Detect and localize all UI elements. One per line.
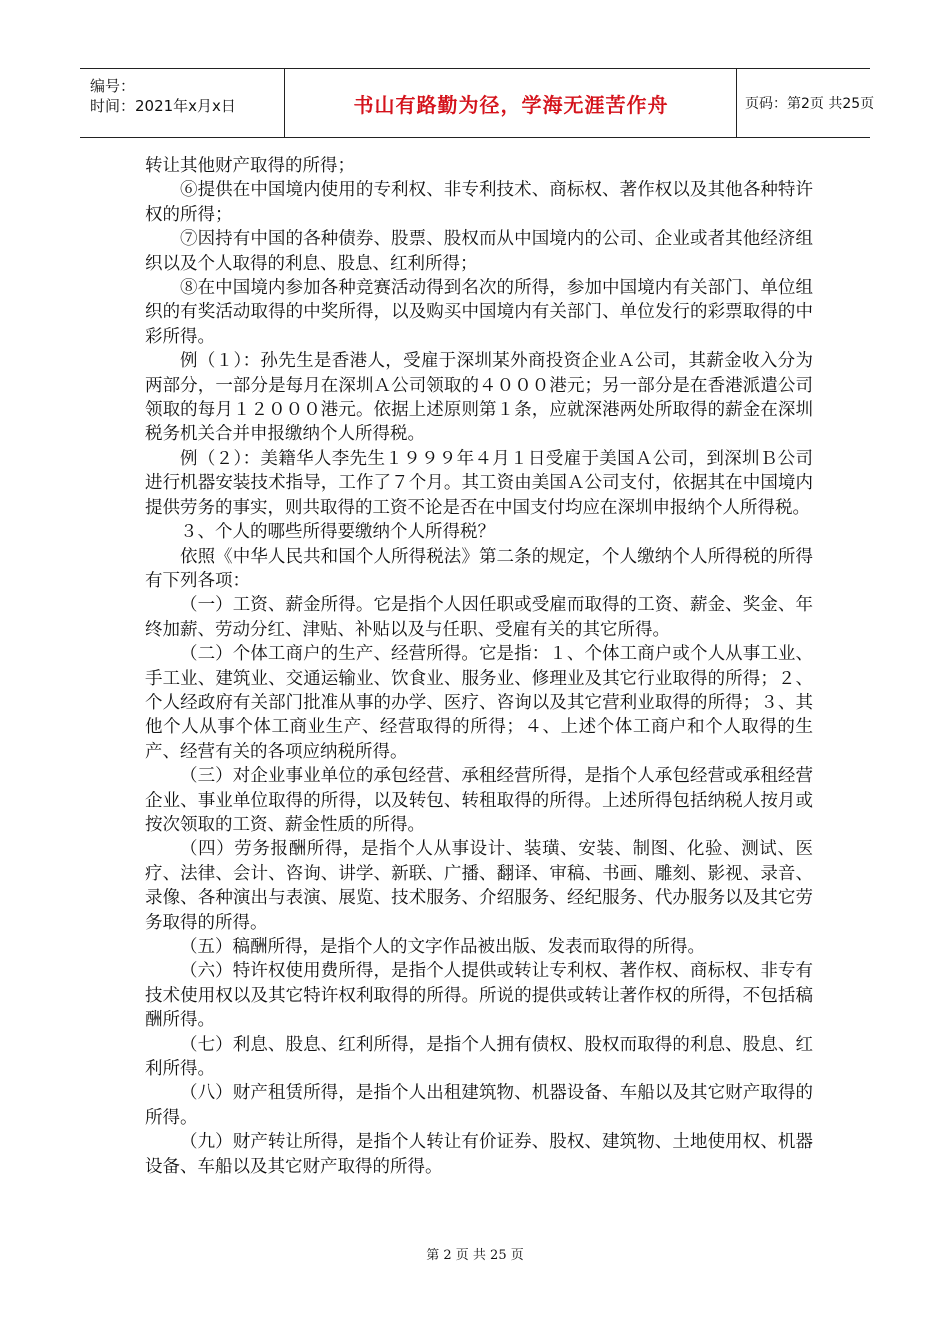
header-page-number: 页码：第2页 共25页 xyxy=(745,96,875,112)
header-motto: 书山有路勤为径，学海无涯苦作舟 xyxy=(353,92,669,117)
paragraph: （三）对企业事业单位的承包经营、承租经营所得，是指个人承包经营或承租经营企业、事业单位取得的所得，以及转包、转租取得的所得。上述所得包括纳税人按月或按次领取的工资、薪金性质的所得。 xyxy=(145,766,813,835)
page-footer: 第 2 页 共 25 页 xyxy=(426,1248,524,1263)
paragraph: ⑥提供在中国境内使用的专利权、非专利技术、商标权、著作权以及其他各种特许权的所得； xyxy=(145,180,813,225)
paragraph: （八）财产租赁所得，是指个人出租建筑物、机器设备、车船以及其它财产取得的所得。 xyxy=(145,1083,813,1128)
header-divider-left xyxy=(284,69,285,137)
paragraph: （二）个体工商户的生产、经营所得。它是指：１、个体工商户或个人从事工业、手工业、建筑业、交通运输业、饮食业、服务业、修理业及其它行业取得的所得；２、个人经政府有关部门批准从事的办学、医疗、咨询以及其它营利业取得的所得；３、其他个人从事个体工商业生产、经营取得的所得；４、上述个体工商户和个人取得的生产、经营有关的各项应纳税所得。 xyxy=(145,644,813,762)
paragraph: 例（１）：孙先生是香港人，受雇于深圳某外商投资企业Ａ公司，其薪金收入分为两部分，一部分是每月在深圳Ａ公司领取的４０００港元；另一部分是在香港派遣公司领取的每月１２０００港元。依据上述原则第１条，应就深港两处所取得的薪金在深圳税务机关合并申报缴纳个人所得税。 xyxy=(145,351,813,445)
paragraph: 转让其他财产取得的所得； xyxy=(145,156,355,176)
paragraph: ⑧在中国境内参加各种竞赛活动得到名次的所得，参加中国境内有关部门、单位组织的有奖活动取得的中奖所得，以及购买中国境内有关部门、单位发行的彩票取得的中彩所得。 xyxy=(145,278,813,347)
paragraph: ⑦因持有中国的各种债券、股票、股权而从中国境内的公司、企业或者其他经济组织以及个人取得的利息、股息、红利所得； xyxy=(145,229,813,274)
section-heading: ３、个人的哪些所得要缴纳个人所得税？ xyxy=(180,522,495,543)
page-header xyxy=(80,68,875,138)
document-date-label: 时间：2021年x月x日 xyxy=(90,97,236,115)
paragraph: （四）劳务报酬所得，是指个人从事设计、装璜、安装、制图、化验、测试、医疗、法律、会计、咨询、讲学、新联、广播、翻译、审稿、书画、雕刻、影视、录音、录像、各种演出与表演、展览、技术服务、介绍服务、经纪服务、代办服务以及其它劳务取得的所得。 xyxy=(145,839,813,933)
paragraph: （六）特许权使用费所得，是指个人提供或转让专利权、著作权、商标权、非专有技术使用权以及其它特许权利取得的所得。所说的提供或转让著作权的所得，不包括稿酬所得。 xyxy=(145,961,813,1031)
paragraph: 依照《中华人民共和国个人所得税法》第二条的规定，个人缴纳个人所得税的所得有下列各项： xyxy=(145,546,813,591)
paragraph: （九）财产转让所得，是指个人转让有价证券、股权、建筑物、土地使用权、机器设备、车船以及其它财产取得的所得。 xyxy=(145,1132,813,1177)
paragraph: （五）稿酬所得，是指个人的文字作品被出版、发表而取得的所得。 xyxy=(180,937,705,957)
document-body xyxy=(145,154,813,1179)
paragraph: （七）利息、股息、红利所得，是指个人拥有债权、股权而取得的利息、股息、红利所得。 xyxy=(145,1034,813,1080)
paragraph: 例（２）：美籍华人李先生１９９９年４月１日受雇于美国Ａ公司，到深圳Ｂ公司进行机器安装技术指导，工作了７个月。其工资由美国Ａ公司支付，依据其在中国境内提供劳务的事实，则共取得的工资不论是否在中国支付均应在深圳申报纳个人所得税。 xyxy=(145,448,813,518)
header-meta xyxy=(80,69,284,137)
paragraph: （一）工资、薪金所得。它是指个人因任职或受雇而取得的工资、薪金、奖金、年终加薪、劳动分红、津贴、补贴以及与任职、受雇有关的其它所得。 xyxy=(145,595,813,640)
document-code-label: 编号： xyxy=(90,77,136,95)
header-divider-right xyxy=(736,69,737,137)
